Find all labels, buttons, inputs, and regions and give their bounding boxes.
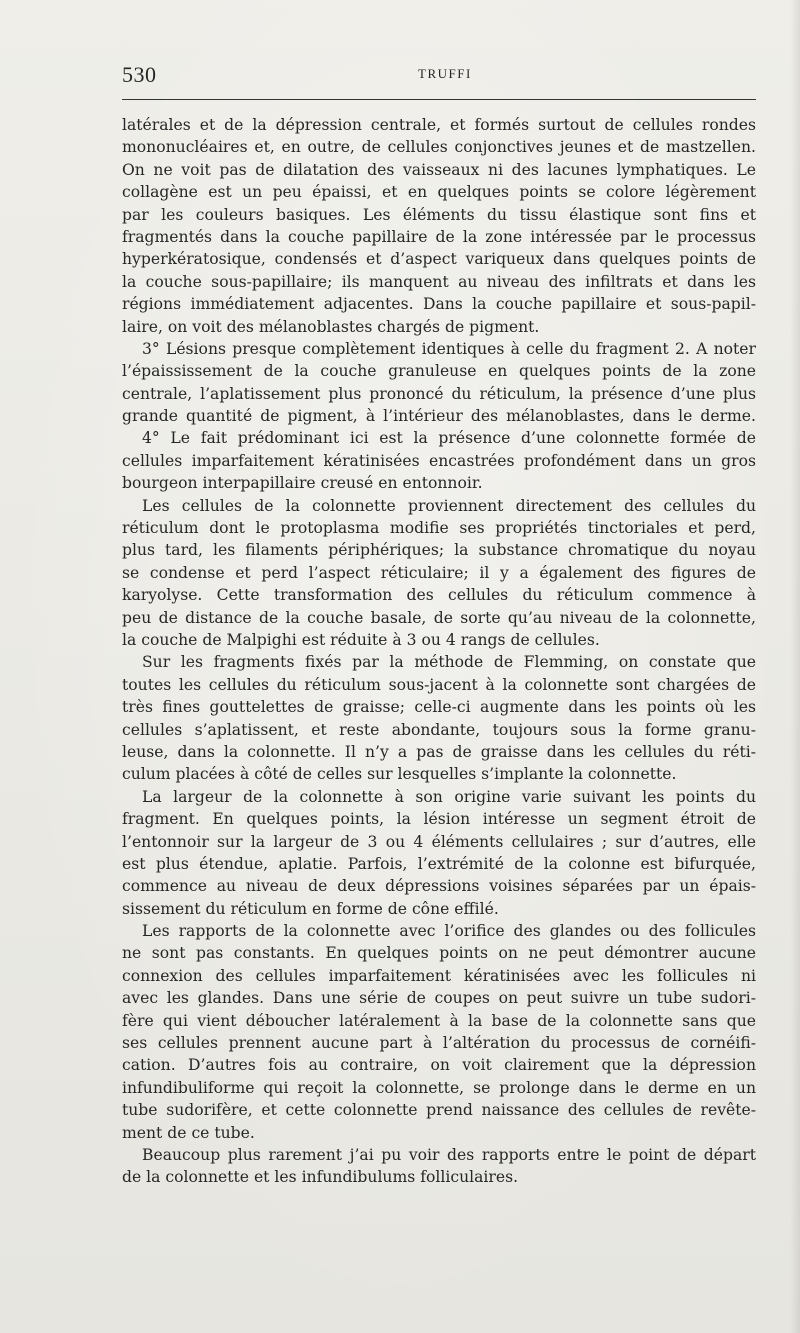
text-line: connexion des cellules imparfaitement kératinisées avec les follicules ni xyxy=(122,966,756,985)
text-line: culum placées à côté de celles sur lesquelles s’implante la colonnette. xyxy=(122,765,677,784)
text-line: régions immédiatement adjacentes. Dans la couche papillaire et sous-papil- xyxy=(122,295,756,314)
header-rule xyxy=(122,99,756,100)
text-line: réticulum dont le protoplasma modifie ses propriétés tinctoriales et perd, xyxy=(122,519,756,538)
text-line: ment de ce tube. xyxy=(122,1123,255,1142)
text-line: ne sont pas constants. En quelques points on ne peut démontrer aucune xyxy=(122,944,756,963)
page-edge-shadow xyxy=(790,0,800,1333)
text-line: On ne voit pas de dilatation des vaisseaux ni des lacunes lymphatiques. Le xyxy=(122,160,756,179)
text-line: Sur les fragments fixés par la méthode de Flemming, on constate que xyxy=(142,653,756,672)
text-line: 3° Lésions presque complètement identiques à celle du fragment 2. A noter xyxy=(142,339,756,358)
text-line: la couche sous-papillaire; ils manquent au niveau des infiltrats et dans les xyxy=(122,272,756,291)
text-line: karyolyse. Cette transformation des cellules du réticulum commence à xyxy=(122,586,756,605)
text-line: peu de distance de la couche basale, de sorte qu’au niveau de la colonnette, xyxy=(122,608,756,627)
text-line: se condense et perd l’aspect réticulaire; il y a également des figures de xyxy=(122,563,756,582)
text-line: bourgeon interpapillaire creusé en entonnoir. xyxy=(122,474,483,493)
text-line: cellules s’aplatissent, et reste abondante, toujours sous la forme granu- xyxy=(122,720,756,739)
text-line: très fines gouttelettes de graisse; celle-ci augmente dans les points où les xyxy=(122,698,756,717)
text-line: toutes les cellules du réticulum sous-jacent à la colonnette sont chargées de xyxy=(122,675,756,694)
text-line: grande quantité de pigment, à l’intérieur des mélanoblastes, dans le derme. xyxy=(122,407,756,426)
text-line: La largeur de la colonnette à son origine varie suivant les points du xyxy=(142,787,756,806)
text-line: ses cellules prennent aucune part à l’altération du processus de cornéifi- xyxy=(122,1034,756,1053)
text-line: infundibuliforme qui reçoit la colonnette, se prolonge dans le derme en un xyxy=(122,1078,756,1097)
text-line: mononucléaires et, en outre, de cellules conjonctives jeunes et de mastzellen. xyxy=(122,138,756,157)
text-line: fragmentés dans la couche papillaire de la zone intéressée par le processus xyxy=(122,227,756,246)
text-line: de la colonnette et les infundibulums folliculaires. xyxy=(122,1168,519,1187)
text-line: fère qui vient déboucher latéralement à la base de la colonnette sans que xyxy=(122,1011,756,1030)
text-line: l’épaississement de la couche granuleuse en quelques points de la zone xyxy=(122,362,756,381)
text-line: hyperkératosique, condensés et d’aspect variqueux dans quelques points de xyxy=(122,250,756,269)
text-line: Beaucoup plus rarement j’ai pu voir des rapports entre le point de départ xyxy=(142,1145,756,1164)
text-line: tube sudorifère, et cette colonnette prend naissance des cellules de revête- xyxy=(122,1101,756,1120)
text-line: avec les glandes. Dans une série de coupes on peut suivre un tube sudori- xyxy=(122,989,756,1008)
text-line: centrale, l’aplatissement plus prononcé du réticulum, la présence d’une plus xyxy=(122,384,756,403)
text-line: laire, on voit des mélanoblastes chargés de pigment. xyxy=(122,317,540,336)
page-header xyxy=(122,62,756,92)
text-line: fragment. En quelques points, la lésion intéresse un segment étroit de xyxy=(122,810,756,829)
text-line: cellules imparfaitement kératinisées encastrées profondément dans un gros xyxy=(122,451,756,470)
text-line: cation. D’autres fois au contraire, on voit clairement que la dépression xyxy=(122,1056,756,1075)
text-line: par les couleurs basiques. Les éléments du tissu élastique sont fins et xyxy=(122,205,756,224)
text-line: plus tard, les filaments périphériques; la substance chromatique du noyau xyxy=(122,541,756,560)
text-line: latérales et de la dépression centrale, et formés surtout de cellules rondes xyxy=(122,116,756,134)
text-line: l’entonnoir sur la largeur de 3 ou 4 éléments cellulaires ; sur d’autres, elle xyxy=(122,832,756,851)
text-line: sissement du réticulum en forme de cône effilé. xyxy=(122,899,499,918)
text-line: Les rapports de la colonnette avec l’orifice des glandes ou des follicules xyxy=(142,922,756,941)
running-title: TRUFFI xyxy=(418,66,472,81)
text-line: leuse, dans la colonnette. Il n’y a pas de graisse dans les cellules du réti- xyxy=(122,742,756,761)
text-line: Les cellules de la colonnette proviennent directement des cellules du xyxy=(142,496,756,515)
body-text xyxy=(122,114,756,1189)
text-line: la couche de Malpighi est réduite à 3 ou 4 rangs de cellules. xyxy=(122,630,600,649)
page-number: 530 xyxy=(122,62,157,87)
text-line: commence au niveau de deux dépressions voisines séparées par un épais- xyxy=(122,877,756,896)
text-line: est plus étendue, aplatie. Parfois, l’extrémité de la colonne est bifurquée, xyxy=(122,854,756,873)
text-line: 4° Le fait prédominant ici est la présence d’une colonnette formée de xyxy=(142,429,756,448)
text-line: collagène est un peu épaissi, et en quelques points se colore légèrement xyxy=(122,183,756,202)
